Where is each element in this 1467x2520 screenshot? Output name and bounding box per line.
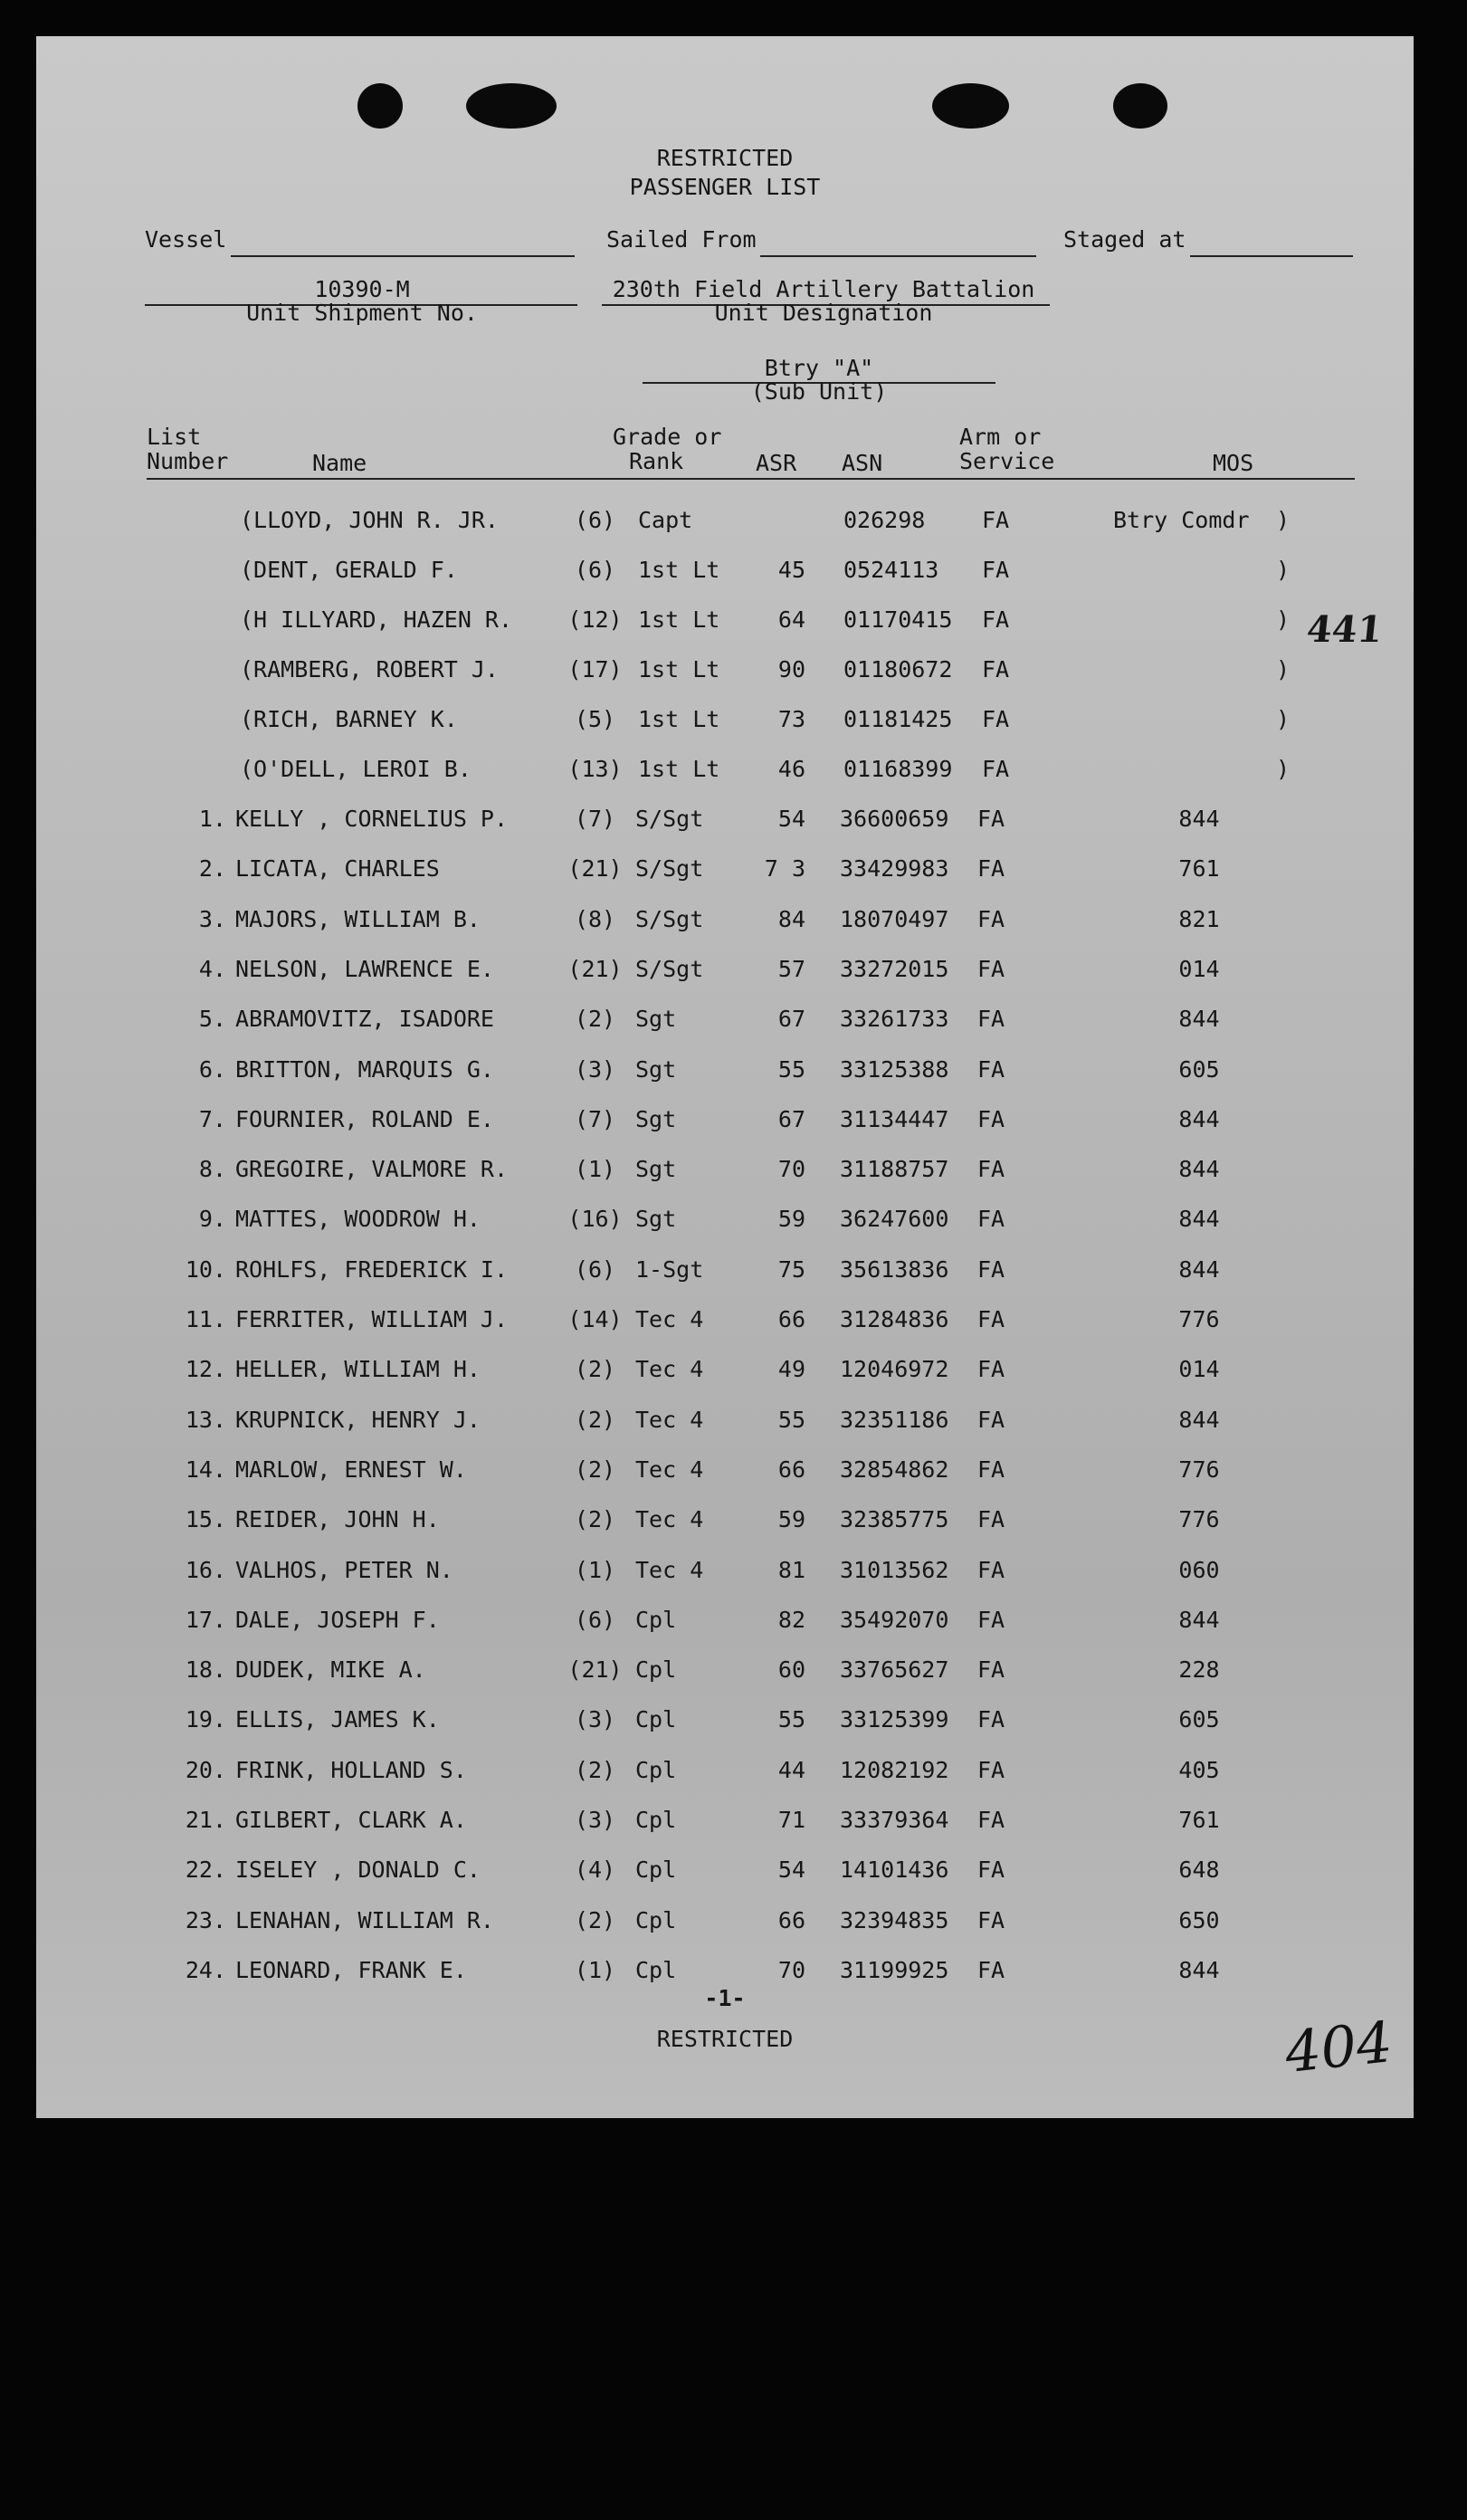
officer-arm: FA [982, 507, 1010, 533]
classification-top: RESTRICTED [656, 145, 794, 171]
col-header-mos: MOS [1213, 450, 1254, 476]
officer-bracket: ) [1276, 756, 1291, 782]
list-number: 21. [185, 1807, 226, 1833]
list-number: 20. [185, 1756, 226, 1783]
soldier-name: DUDEK, MIKE A. [235, 1656, 426, 1684]
table-row [36, 1256, 1414, 1293]
soldier-arm: FA [977, 1857, 1005, 1884]
unit-designation-label: Unit Designation [714, 300, 933, 326]
soldier-asr: 55 [777, 1406, 805, 1433]
soldier-arm: FA [977, 1306, 1005, 1332]
soldier-rank: Tec 4 [635, 1506, 704, 1533]
table-row [36, 1807, 1414, 1843]
officer-asn: 01170415 [843, 606, 953, 633]
officer-bracket: ) [1276, 706, 1291, 732]
punch-hole [1113, 83, 1167, 129]
soldier-asr: 66 [777, 1906, 805, 1933]
soldier-asn: 35492070 [840, 1606, 949, 1633]
table-row [36, 1106, 1414, 1142]
soldier-name: LEONARD, FRANK E. [235, 1956, 467, 1983]
soldier-code: (6) [574, 1606, 616, 1633]
officer-name: (H ILLYARD, HAZEN R. [240, 606, 513, 633]
officer-asr: 73 [777, 706, 805, 732]
punch-hole [932, 83, 1009, 129]
soldier-code: (3) [574, 1055, 616, 1083]
soldier-name: BRITTON, MARQUIS G. [235, 1055, 494, 1083]
col-header-arm-2: Service [959, 448, 1055, 474]
unit-shipment-no: 10390-M [314, 276, 410, 302]
soldier-code: (7) [574, 1105, 616, 1132]
soldier-rank: Sgt [635, 1156, 677, 1183]
soldier-rank: Tec 4 [635, 1456, 704, 1483]
list-number: 7. [198, 1105, 226, 1132]
table-row [36, 1006, 1414, 1042]
soldier-asn: 33429983 [840, 855, 949, 883]
soldier-mos: 648 [1178, 1857, 1220, 1884]
soldier-mos: 014 [1178, 1356, 1220, 1383]
soldier-mos: 844 [1178, 1406, 1220, 1433]
soldier-rank: S/Sgt [635, 855, 704, 883]
soldier-arm: FA [977, 955, 1005, 982]
soldier-asn: 33765627 [840, 1656, 949, 1684]
document-page [36, 36, 1414, 2118]
officer-bracket: ) [1276, 557, 1291, 583]
soldier-arm: FA [977, 1556, 1005, 1583]
soldier-arm: FA [977, 1906, 1005, 1933]
officer-asr: 90 [777, 656, 805, 682]
soldier-code: (1) [574, 1556, 616, 1583]
officer-row [36, 606, 1414, 643]
soldier-asr: 7 3 [764, 855, 805, 883]
soldier-name: KELLY , CORNELIUS P. [235, 806, 509, 832]
soldier-arm: FA [977, 1956, 1005, 1983]
soldier-code: (1) [574, 1156, 616, 1183]
soldier-rank: Cpl [635, 1656, 677, 1684]
col-header-name: Name [312, 450, 367, 476]
soldier-code: (16) [567, 1206, 623, 1233]
soldier-rank: Cpl [635, 1956, 677, 1983]
table-row [36, 1656, 1414, 1693]
classification-bottom: RESTRICTED [656, 2026, 794, 2052]
soldier-asn: 33125399 [840, 1706, 949, 1733]
soldier-rank: Cpl [635, 1906, 677, 1933]
soldier-asn: 12082192 [840, 1756, 949, 1783]
list-number: 15. [185, 1506, 226, 1533]
soldier-asr: 66 [777, 1306, 805, 1332]
soldier-rank: Cpl [635, 1807, 677, 1833]
document-title: PASSENGER LIST [629, 174, 821, 200]
soldier-code: (6) [574, 1255, 616, 1283]
col-header-list-number-1: List [147, 424, 202, 450]
soldier-asn: 33272015 [840, 955, 949, 982]
soldier-name: MATTES, WOODROW H. [235, 1206, 481, 1233]
soldier-rank: Tec 4 [635, 1306, 704, 1332]
soldier-rank: Tec 4 [635, 1356, 704, 1383]
table-row [36, 1757, 1414, 1793]
list-number: 5. [198, 1006, 226, 1033]
soldier-asn: 12046972 [840, 1356, 949, 1383]
soldier-asn: 33379364 [840, 1807, 949, 1833]
soldier-rank: Sgt [635, 1055, 677, 1083]
table-row [36, 1557, 1414, 1593]
table-row [36, 1356, 1414, 1392]
col-header-grade-2: Rank [629, 448, 684, 474]
list-number: 16. [185, 1556, 226, 1583]
soldier-rank: Tec 4 [635, 1556, 704, 1583]
punch-hole [466, 83, 557, 129]
officer-row [36, 656, 1414, 692]
soldier-code: (2) [574, 1456, 616, 1483]
soldier-asn: 36247600 [840, 1206, 949, 1233]
soldier-code: (2) [574, 1406, 616, 1433]
soldier-arm: FA [977, 1807, 1005, 1833]
list-number: 1. [198, 806, 226, 832]
table-row [36, 1206, 1414, 1242]
soldier-mos: 060 [1178, 1556, 1220, 1583]
officer-row [36, 756, 1414, 792]
officer-bracket: ) [1276, 507, 1291, 533]
soldier-name: LENAHAN, WILLIAM R. [235, 1906, 494, 1933]
soldier-asn: 33261733 [840, 1006, 949, 1033]
officer-arm: FA [982, 756, 1010, 782]
soldier-name: KRUPNICK, HENRY J. [235, 1406, 481, 1433]
soldier-mos: 228 [1178, 1656, 1220, 1684]
soldier-asn: 36600659 [840, 806, 949, 832]
officer-code: (17) [567, 656, 623, 682]
soldier-name: HELLER, WILLIAM H. [235, 1356, 481, 1383]
list-number: 11. [185, 1306, 226, 1332]
soldier-mos: 761 [1178, 855, 1220, 883]
table-row [36, 1907, 1414, 1943]
soldier-mos: 844 [1178, 1156, 1220, 1183]
soldier-arm: FA [977, 1055, 1005, 1083]
officer-asn: 0524113 [843, 557, 939, 583]
soldier-asr: 67 [777, 1105, 805, 1132]
soldier-rank: Cpl [635, 1706, 677, 1733]
soldier-arm: FA [977, 855, 1005, 883]
list-number: 6. [198, 1055, 226, 1083]
soldier-asr: 82 [777, 1606, 805, 1633]
soldier-rank: Cpl [635, 1756, 677, 1783]
soldier-code: (14) [567, 1306, 623, 1332]
list-number: 12. [185, 1356, 226, 1383]
list-number: 10. [185, 1255, 226, 1283]
soldier-name: ROHLFS, FREDERICK I. [235, 1255, 509, 1283]
soldier-code: (2) [574, 1506, 616, 1533]
soldier-mos: 650 [1178, 1906, 1220, 1933]
officer-arm: FA [982, 606, 1010, 633]
officer-asn: 01180672 [843, 656, 953, 682]
soldier-mos: 844 [1178, 1255, 1220, 1283]
table-row [36, 906, 1414, 942]
officer-asr: 64 [777, 606, 805, 633]
soldier-arm: FA [977, 1656, 1005, 1684]
officer-arm: FA [982, 557, 1010, 583]
sub-unit: Btry "A" [764, 355, 874, 381]
soldier-mos: 821 [1178, 905, 1220, 932]
table-row [36, 1456, 1414, 1493]
soldier-code: (2) [574, 1006, 616, 1033]
officer-row [36, 706, 1414, 742]
soldier-asr: 44 [777, 1756, 805, 1783]
col-header-arm-1: Arm or [959, 424, 1042, 450]
soldier-name: ISELEY , DONALD C. [235, 1857, 481, 1884]
list-number: 13. [185, 1406, 226, 1433]
table-row [36, 1857, 1414, 1893]
soldier-mos: 844 [1178, 806, 1220, 832]
soldier-asn: 31284836 [840, 1306, 949, 1332]
officer-asn: 01181425 [843, 706, 953, 732]
list-number: 3. [198, 905, 226, 932]
list-number: 23. [185, 1906, 226, 1933]
soldier-code: (3) [574, 1706, 616, 1733]
table-row [36, 956, 1414, 992]
soldier-rank: S/Sgt [635, 955, 704, 982]
soldier-code: (3) [574, 1807, 616, 1833]
soldier-mos: 776 [1178, 1456, 1220, 1483]
soldier-asr: 59 [777, 1506, 805, 1533]
sailed-from-field-line [760, 255, 1036, 257]
officer-name: (DENT, GERALD F. [240, 557, 458, 583]
handwritten-number: 404 [1281, 2009, 1396, 2086]
soldier-arm: FA [977, 1456, 1005, 1483]
soldier-arm: FA [977, 1406, 1005, 1433]
soldier-asr: 81 [777, 1556, 805, 1583]
list-number: 9. [198, 1206, 226, 1233]
soldier-mos: 844 [1178, 1206, 1220, 1233]
officer-mos: Btry Comdr [1113, 507, 1250, 533]
soldier-asr: 67 [777, 1006, 805, 1033]
col-header-asn: ASN [842, 450, 883, 476]
table-row [36, 1706, 1414, 1742]
soldier-mos: 605 [1178, 1706, 1220, 1733]
soldier-mos: 761 [1178, 1807, 1220, 1833]
list-number: 18. [185, 1656, 226, 1684]
soldier-arm: FA [977, 1006, 1005, 1033]
soldier-asn: 18070497 [840, 905, 949, 932]
stamped-number: 441 [1304, 608, 1385, 651]
soldier-asn: 14101436 [840, 1857, 949, 1884]
soldier-code: (21) [567, 1656, 623, 1684]
table-row [36, 1506, 1414, 1542]
soldier-asn: 32385775 [840, 1506, 949, 1533]
table-row [36, 1056, 1414, 1093]
soldier-asr: 70 [777, 1956, 805, 1983]
soldier-rank: Cpl [635, 1606, 677, 1633]
soldier-code: (2) [574, 1356, 616, 1383]
soldier-asn: 32351186 [840, 1406, 949, 1433]
soldier-name: FRINK, HOLLAND S. [235, 1756, 467, 1783]
soldier-mos: 776 [1178, 1506, 1220, 1533]
officer-code: (5) [574, 706, 616, 732]
punch-hole [357, 83, 403, 129]
soldier-code: (21) [567, 855, 623, 883]
officer-arm: FA [982, 656, 1010, 682]
soldier-asr: 49 [777, 1356, 805, 1383]
unit-shipment-label: Unit Shipment No. [246, 300, 478, 326]
soldier-name: VALHOS, PETER N. [235, 1556, 453, 1583]
soldier-arm: FA [977, 1606, 1005, 1633]
soldier-asn: 33125388 [840, 1055, 949, 1083]
soldier-code: (21) [567, 955, 623, 982]
officer-rank: 1st Lt [638, 706, 720, 732]
officer-code: (13) [567, 756, 623, 782]
list-number: 14. [185, 1456, 226, 1483]
officer-asr: 46 [777, 756, 805, 782]
officer-code: (12) [567, 606, 623, 633]
officer-name: (O'DELL, LEROI B. [240, 756, 472, 782]
officer-asr: 45 [777, 557, 805, 583]
soldier-mos: 844 [1178, 1606, 1220, 1633]
soldier-code: (8) [574, 905, 616, 932]
soldier-rank: Sgt [635, 1105, 677, 1132]
soldier-arm: FA [977, 806, 1005, 832]
list-number: 24. [185, 1956, 226, 1983]
list-number: 19. [185, 1706, 226, 1733]
soldier-asn: 31199925 [840, 1956, 949, 1983]
officer-rank: 1st Lt [638, 606, 720, 633]
soldier-rank: 1-Sgt [635, 1255, 704, 1283]
soldier-asn: 32394835 [840, 1906, 949, 1933]
soldier-asr: 57 [777, 955, 805, 982]
soldier-asr: 60 [777, 1656, 805, 1684]
soldier-asn: 31134447 [840, 1105, 949, 1132]
officer-name: (RAMBERG, ROBERT J. [240, 656, 499, 682]
soldier-name: ELLIS, JAMES K. [235, 1706, 440, 1733]
soldier-rank: S/Sgt [635, 806, 704, 832]
soldier-arm: FA [977, 1156, 1005, 1183]
soldier-code: (2) [574, 1906, 616, 1933]
soldier-mos: 844 [1178, 1105, 1220, 1132]
soldier-name: LICATA, CHARLES [235, 855, 440, 883]
soldier-name: FOURNIER, ROLAND E. [235, 1105, 494, 1132]
table-row [36, 1407, 1414, 1443]
list-number: 17. [185, 1606, 226, 1633]
col-header-asr: ASR [756, 450, 797, 476]
soldier-asr: 66 [777, 1456, 805, 1483]
soldier-code: (7) [574, 806, 616, 832]
officer-asn: 026298 [843, 507, 926, 533]
soldier-arm: FA [977, 1756, 1005, 1783]
officer-code: (6) [574, 507, 616, 533]
officer-rank: 1st Lt [638, 656, 720, 682]
table-row [36, 1156, 1414, 1192]
vessel-field-line [231, 255, 575, 257]
staged-at-field-line [1190, 255, 1353, 257]
soldier-arm: FA [977, 1356, 1005, 1383]
soldier-rank: Tec 4 [635, 1406, 704, 1433]
officer-name: (RICH, BARNEY K. [240, 706, 458, 732]
staged-at-label: Staged at [1063, 226, 1186, 253]
soldier-asn: 35613836 [840, 1255, 949, 1283]
soldier-asr: 54 [777, 806, 805, 832]
soldier-asr: 54 [777, 1857, 805, 1884]
soldier-name: ABRAMOVITZ, ISADORE [235, 1006, 494, 1033]
soldier-asn: 32854862 [840, 1456, 949, 1483]
soldier-asr: 55 [777, 1706, 805, 1733]
officer-bracket: ) [1276, 606, 1291, 633]
officer-row [36, 507, 1414, 543]
list-number: 4. [198, 955, 226, 982]
soldier-arm: FA [977, 1506, 1005, 1533]
soldier-asn: 31188757 [840, 1156, 949, 1183]
unit-designation: 230th Field Artillery Battalion [612, 276, 1035, 302]
officer-rank: 1st Lt [638, 756, 720, 782]
table-row [36, 806, 1414, 842]
soldier-name: DALE, JOSEPH F. [235, 1606, 440, 1633]
soldier-asn: 31013562 [840, 1556, 949, 1583]
soldier-arm: FA [977, 905, 1005, 932]
col-header-list-number-2: Number [147, 448, 229, 474]
soldier-arm: FA [977, 1206, 1005, 1233]
soldier-mos: 405 [1178, 1756, 1220, 1783]
soldier-arm: FA [977, 1255, 1005, 1283]
soldier-name: REIDER, JOHN H. [235, 1506, 440, 1533]
officer-asn: 01168399 [843, 756, 953, 782]
col-header-grade-1: Grade or [613, 424, 722, 450]
table-row [36, 1607, 1414, 1643]
soldier-asr: 84 [777, 905, 805, 932]
list-number: 2. [198, 855, 226, 883]
soldier-mos: 605 [1178, 1055, 1220, 1083]
soldier-rank: Cpl [635, 1857, 677, 1884]
soldier-asr: 59 [777, 1206, 805, 1233]
sub-unit-label: (Sub Unit) [750, 378, 888, 405]
soldier-name: FERRITER, WILLIAM J. [235, 1306, 509, 1332]
soldier-name: GILBERT, CLARK A. [235, 1807, 467, 1833]
officer-rank: Capt [638, 507, 693, 533]
soldier-arm: FA [977, 1706, 1005, 1733]
soldier-asr: 55 [777, 1055, 805, 1083]
soldier-rank: Sgt [635, 1006, 677, 1033]
soldier-rank: Sgt [635, 1206, 677, 1233]
officer-rank: 1st Lt [638, 557, 720, 583]
soldier-name: MARLOW, ERNEST W. [235, 1456, 467, 1483]
soldier-asr: 70 [777, 1156, 805, 1183]
officer-arm: FA [982, 706, 1010, 732]
officer-row [36, 557, 1414, 593]
soldier-code: (2) [574, 1756, 616, 1783]
soldier-mos: 844 [1178, 1006, 1220, 1033]
soldier-name: MAJORS, WILLIAM B. [235, 905, 481, 932]
soldier-asr: 75 [777, 1255, 805, 1283]
officer-bracket: ) [1276, 656, 1291, 682]
soldier-mos: 014 [1178, 955, 1220, 982]
officer-name: (LLOYD, JOHN R. JR. [240, 507, 499, 533]
soldier-arm: FA [977, 1105, 1005, 1132]
officer-code: (6) [574, 557, 616, 583]
soldier-mos: 844 [1178, 1956, 1220, 1983]
header-rule [147, 478, 1355, 480]
soldier-name: NELSON, LAWRENCE E. [235, 955, 494, 982]
soldier-asr: 71 [777, 1807, 805, 1833]
soldier-name: GREGOIRE, VALMORE R. [235, 1156, 509, 1183]
table-row [36, 855, 1414, 892]
page-number: -1- [704, 1985, 746, 2011]
list-number: 8. [198, 1156, 226, 1183]
soldier-mos: 776 [1178, 1306, 1220, 1332]
soldier-code: (4) [574, 1857, 616, 1884]
table-row [36, 1306, 1414, 1342]
vessel-label: Vessel [145, 226, 227, 253]
list-number: 22. [185, 1857, 226, 1884]
sailed-from-label: Sailed From [606, 226, 757, 253]
soldier-code: (1) [574, 1956, 616, 1983]
soldier-rank: S/Sgt [635, 905, 704, 932]
